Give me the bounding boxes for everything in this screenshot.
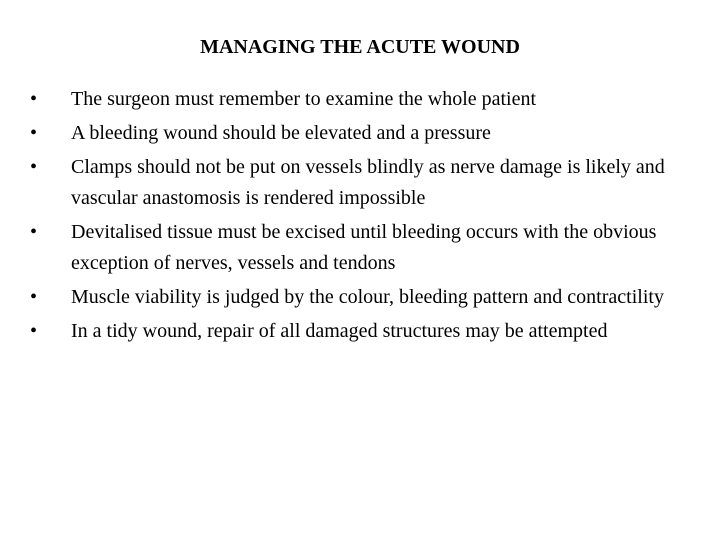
bullet-text: Devitalised tissue must be excised until bleeding occurs with the obvious exception of nerves, vessels and tendons [71,221,657,274]
bullet-item [30,118,670,149]
bullet-icon: • [30,156,38,178]
bullet-icon: • [30,88,38,110]
bullet-item [30,316,670,347]
bullet-text: Clamps should not be put on vessels blindly as nerve damage is likely and vascular anastomosis is rendered impossible [71,156,665,209]
bullet-text: In a tidy wound, repair of all damaged structures may be attempted [71,320,608,342]
bullet-item [30,84,670,115]
bullet-list [30,84,670,350]
slide-title: MANAGING THE ACUTE WOUND [200,36,520,58]
bullet-item [30,282,670,313]
bullet-text: Muscle viability is judged by the colour, bleeding pattern and contractility [71,286,664,308]
bullet-text: A bleeding wound should be elevated and a pressure [71,122,491,144]
bullet-icon: • [30,221,38,243]
bullet-item [30,152,670,214]
bullet-icon: • [30,286,38,308]
bullet-icon: • [30,320,38,342]
bullet-item [30,217,670,279]
bullet-icon: • [30,122,38,144]
bullet-text: The surgeon must remember to examine the whole patient [71,88,537,110]
